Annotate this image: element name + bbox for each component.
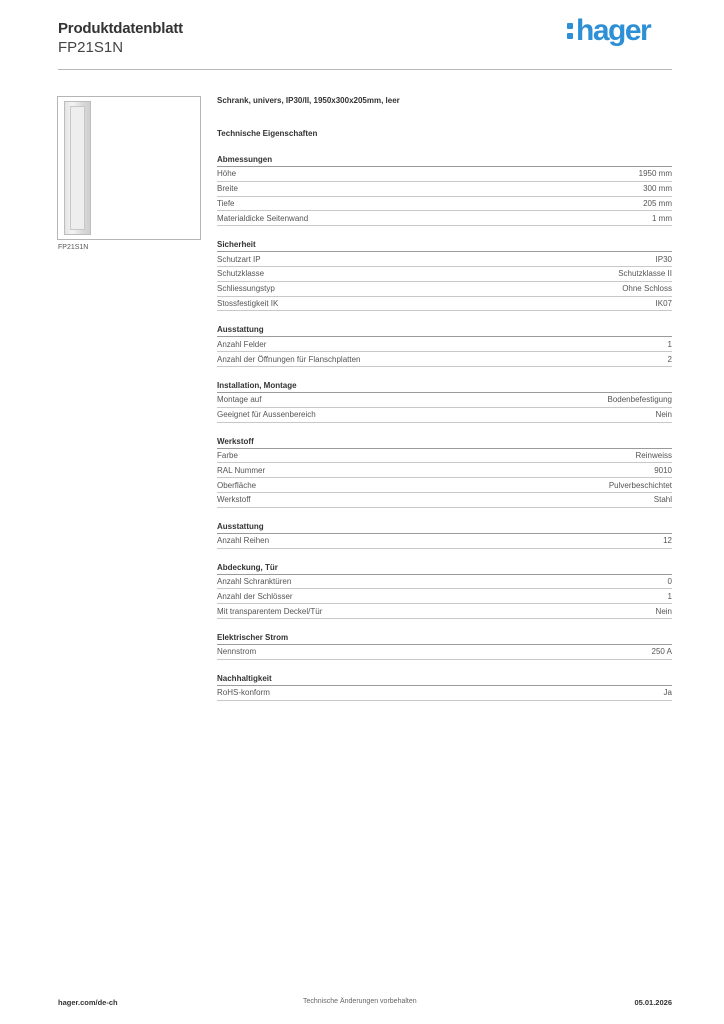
spec-value: 0 <box>667 576 672 586</box>
spec-label: Anzahl Schranktüren <box>217 576 292 586</box>
spec-label: Stossfestigkeit IK <box>217 298 279 308</box>
spec-group-elektrischer-strom <box>217 633 672 660</box>
spec-label: Nennstrom <box>217 647 257 657</box>
spec-label: Mit transparentem Deckel/Tür <box>217 606 323 616</box>
spec-value: Pulverbeschichtet <box>608 480 672 490</box>
spec-row <box>217 297 672 312</box>
cabinet-icon <box>64 101 91 235</box>
spec-label: Anzahl der Öffnungen für Flanschplatten <box>217 354 361 364</box>
spec-group-ausstattung-2 <box>217 522 672 549</box>
product-image <box>57 96 201 240</box>
spec-row <box>217 493 672 508</box>
spec-label: Breite <box>217 184 238 194</box>
header-divider <box>58 69 672 70</box>
spec-group-ausstattung <box>217 325 672 367</box>
footer-notice: Technische Änderungen vorbehalten <box>303 998 417 1005</box>
spec-group-installation <box>217 381 672 423</box>
spec-label: Oberfläche <box>217 480 257 490</box>
spec-row <box>217 686 672 701</box>
spec-value: 250 A <box>651 647 672 657</box>
spec-label: Anzahl Reihen <box>217 536 270 546</box>
spec-row <box>217 167 672 182</box>
spec-label: Höhe <box>217 169 237 179</box>
spec-value: Nein <box>655 410 672 420</box>
spec-row <box>217 645 672 660</box>
spec-group-title: Abdeckung, Tür <box>217 563 672 575</box>
spec-value: Stahl <box>653 495 672 505</box>
spec-group-abmessungen <box>217 155 672 226</box>
product-description: Schrank, univers, IP30/II, 1950x300x205mm, leer <box>217 96 400 105</box>
spec-row <box>217 282 672 297</box>
spec-value: Ja <box>663 688 672 698</box>
spec-label: Montage auf <box>217 395 262 405</box>
spec-label: Anzahl der Schlösser <box>217 591 293 601</box>
spec-row <box>217 267 672 282</box>
spec-value: Ohne Schloss <box>622 284 672 294</box>
spec-label: Geeignet für Aussenbereich <box>217 410 316 420</box>
spec-value: 1 <box>667 339 672 349</box>
spec-label: RoHS-konform <box>217 688 270 698</box>
spec-label: RAL Nummer <box>217 465 266 475</box>
spec-row <box>217 211 672 226</box>
spec-label: Tiefe <box>217 198 235 208</box>
spec-value: IK07 <box>655 298 672 308</box>
spec-row <box>217 352 672 367</box>
product-image-caption: FP21S1N <box>58 244 89 251</box>
spec-value: 1950 mm <box>638 169 672 179</box>
spec-value: 12 <box>663 536 672 546</box>
spec-row <box>217 463 672 478</box>
spec-value: Reinweiss <box>635 450 672 460</box>
spec-value: 9010 <box>654 465 672 475</box>
spec-value: Nein <box>655 606 672 616</box>
tech-properties-heading: Technische Eigenschaften <box>217 129 318 138</box>
footer-date: 05.01.2026 <box>634 998 672 1007</box>
spec-row <box>217 182 672 197</box>
spec-group-abdeckung <box>217 563 672 619</box>
spec-label: Farbe <box>217 450 238 460</box>
spec-label: Anzahl Felder <box>217 339 267 349</box>
spec-row <box>217 337 672 352</box>
spec-group-title: Ausstattung <box>217 522 672 534</box>
spec-group-title: Abmessungen <box>217 155 672 167</box>
spec-row <box>217 604 672 619</box>
spec-value: 205 mm <box>643 198 672 208</box>
spec-value: 2 <box>667 354 672 364</box>
spec-group-title: Ausstattung <box>217 325 672 337</box>
spec-value: 300 mm <box>643 184 672 194</box>
document-header <box>58 20 183 56</box>
spec-label: Schliessungstyp <box>217 284 275 294</box>
spec-value: Schutzklasse II <box>618 269 672 279</box>
spec-content <box>217 96 672 701</box>
product-number: FP21S1N <box>58 39 124 56</box>
spec-value: IP30 <box>655 254 672 264</box>
spec-label: Schutzart IP <box>217 254 261 264</box>
footer-website-link[interactable]: hager.com/de-ch <box>58 998 118 1007</box>
spec-group-sicherheit <box>217 240 672 311</box>
spec-value: Bodenbefestigung <box>607 395 672 405</box>
spec-group-title: Nachhaltigkeit <box>217 674 672 686</box>
spec-row <box>217 252 672 267</box>
spec-value: 1 <box>667 591 672 601</box>
logo-text: hager <box>576 14 651 47</box>
document-title: Produktdatenblatt <box>58 20 183 37</box>
spec-group-title: Sicherheit <box>217 240 672 252</box>
spec-group-title: Installation, Montage <box>217 381 672 393</box>
spec-row <box>217 478 672 493</box>
spec-row <box>217 534 672 549</box>
spec-row <box>217 449 672 464</box>
spec-row <box>217 408 672 423</box>
spec-label: Werkstoff <box>217 495 251 505</box>
spec-label: Materialdicke Seitenwand <box>217 213 309 223</box>
spec-group-werkstoff <box>217 437 672 508</box>
spec-group-title: Werkstoff <box>217 437 672 449</box>
spec-label: Schutzklasse <box>217 269 265 279</box>
spec-value: 1 mm <box>652 213 672 223</box>
spec-group-nachhaltigkeit <box>217 674 672 701</box>
spec-row <box>217 393 672 408</box>
hager-logo <box>566 14 650 48</box>
spec-row <box>217 197 672 212</box>
logo-dots-icon <box>566 14 574 38</box>
spec-group-title: Elektrischer Strom <box>217 633 672 645</box>
spec-row <box>217 589 672 604</box>
spec-row <box>217 575 672 590</box>
